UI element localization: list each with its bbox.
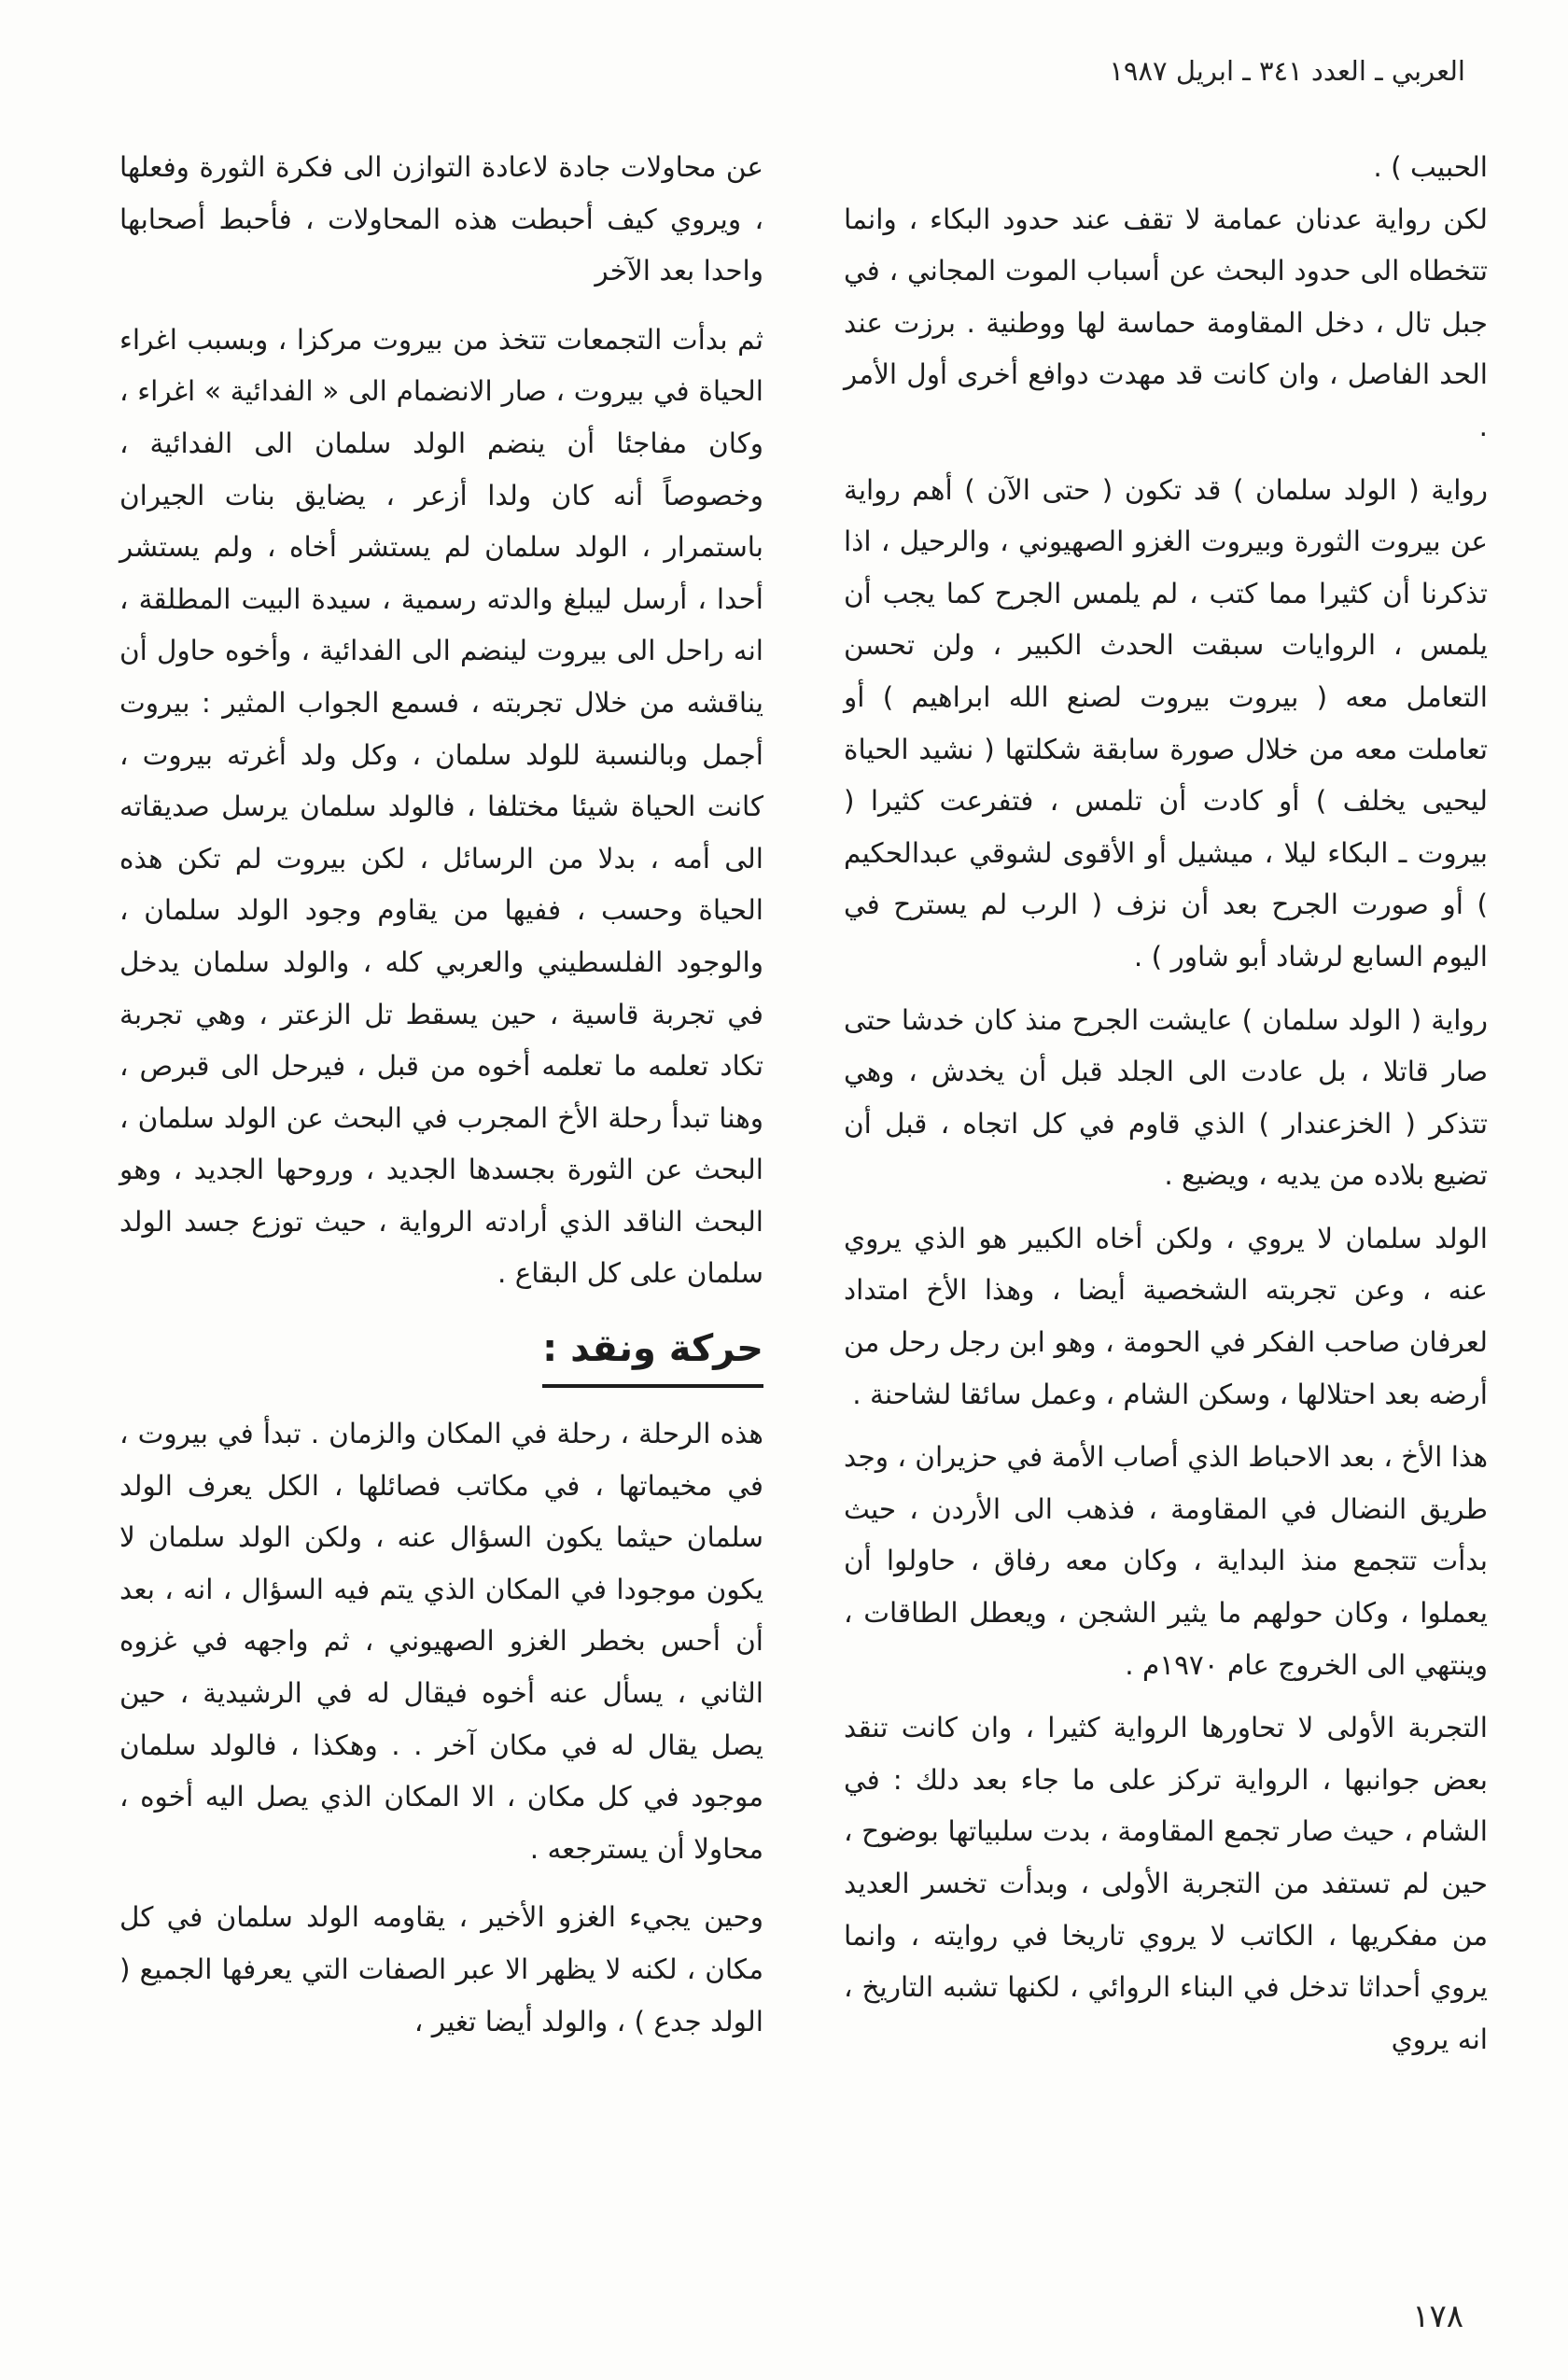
right-paragraph-3: رواية ( الولد سلمان ) عايشت الجرح منذ كان خدشا حتى صار قاتلا ، بل عادت الى الجلد قبل أن يخدش ، وهي تتذكر ( الخزعندار ) الذي قاوم في كل اتجاه ، قبل أن تضيع بلاده من يديه ، ويضيع .	[844, 1003, 1488, 1192]
right-column	[844, 142, 1488, 2077]
right-paragraph-4: الولد سلمان لا يروي ، ولكن أخاه الكبير هو الذي يروي عنه ، وعن تجربته الشخصية أيضا ، وهذا الأخ امتداد لعرفان صاحب الفكر في الحومة ، وهو ابن رجل رحل من أرضه بعد احتلالها ، وسكن الشام ، وعمل سائقا لشاحنة .	[844, 1222, 1488, 1410]
page-number: ١٧٨	[1412, 2298, 1463, 2335]
right-paragraph-5: هذا الأخ ، بعد الاحباط الذي أصاب الأمة في حزيران ، وجد طريق النضال في المقاومة ، فذهب الى الأردن ، حيث بدأت تتجمع منذ البداية ، وكان معه رفاق ، حاولوا أن يعملوا ، وكان حولهم ما يثير الشجن ، ويعطل الطاقات ، وينتهي الى الخروج عام ١٩٧٠م .	[844, 1441, 1488, 1681]
right-paragraph-6: التجربة الأولى لا تحاورها الرواية كثيرا ، وان كانت تنقد بعض جوانبها ، الرواية تركز على ما جاء بعد دلك : في الشام ، حيث صار تجمع المقاومة ، بدت سلبياتها بوضوح ، حين لم تستفد من التجربة الأولى ، وبدأت تخسر العديد من مفكريها ، الكاتب لا يروي تاريخا في روايته ، وانما يروي أحداثا تدخل في البناء الروائي ، لكنها تشبه التاريخ ، انه يروي	[844, 1712, 1488, 2055]
section-heading-wrap	[119, 1317, 763, 1408]
right-paragraph-2: رواية ( الولد سلمان ) قد تكون ( حتى الآن ) أهم رواية عن بيروت الثورة وبيروت الغزو الصهيوني ، والرحيل ، اذا تذكرنا أن كثيرا مما كتب ، لم يلمس الجرح كما يجب أن يلمس ، الروايات سبقت الحدث الكبير ، ولن تحسن التعامل معه ( بيروت بيروت لصنع الله ابراهيم ) أو تعاملت معه من خلال صورة سابقة شكلتها ( نشيد الحياة ليحيى يخلف ) أو كادت أن تلمس ، فتفرعت كثيرا ( بيروت ـ البكاء ليلا ، ميشيل أو الأقوى لشوقي عبدالحكيم ) أو صورت الجرح بعد أن نزف ( الرب لم يسترح في اليوم السابع لرشاد أبو شاور ) .	[844, 473, 1488, 973]
left-column	[119, 142, 763, 2065]
left-paragraph-3: هذه الرحلة ، رحلة في المكان والزمان . تبدأ في بيروت ، في مخيماتها ، في مكاتب فصائلها ، الكل يعرف الولد سلمان حيثما يكون السؤال عنه ، ولكن الولد سلمان لا يكون موجودا في المكان الذي يتم فيه السؤال ، انه ، بعد أن أحس بخطر الغزو الصهيوني ، ثم واجهه في غزوه الثاني ، يسأل عنه أخوه فيقال له في الرشيدية ، حين يصل يقال له في مكان آخر . . وهكذا ، فالولد سلمان موجود في كل مكان ، الا المكان الذي يصل اليه أخوه ، محاولا أن يسترجعه .	[119, 1418, 763, 1865]
running-header: العربي ـ العدد ٣٤١ ـ ابريل ١٩٨٧	[1109, 55, 1465, 87]
right-paragraph-1: الحبيب ) . لكن رواية عدنان عمامة لا تقف عند حدود البكاء ، وانما تتخطاه الى حدود البحث عن أسباب الموت المجاني ، في جبل تال ، دخل المقاومة حماسة لها ووطنية . برزت عند الحد الفاصل ، وان كانت قد مهدت دوافع أخرى أول الأمر .	[844, 151, 1488, 442]
section-heading: حركة ونقد :	[542, 1323, 763, 1388]
left-paragraph-4: وحين يجيء الغزو الأخير ، يقاومه الولد سلمان في كل مكان ، لكنه لا يظهر الا عبر الصفات التي يعرفها الجميع ( الولد جدع ) ، والولد أيضا تغير ،	[119, 1901, 763, 2037]
left-paragraph-2: ثم بدأت التجمعات تتخذ من بيروت مركزا ، وبسبب اغراء الحياة في بيروت ، صار الانضمام الى « الفدائية » اغراء ، وكان مفاجئا أن ينضم الولد سلمان الى الفدائية ، وخصوصاً أنه كان ولدا أزعر ، يضايق بنات الجيران باستمرار ، الولد سلمان لم يستشر أخاه ، ولم يستشر أحدا ، أرسل ليبلغ والدته رسمية ، سيدة البيت المطلقة ، انه راحل الى بيروت لينضم الى الفدائية ، وأخوه حاول أن يناقشه من خلال تجربته ، فسمع الجواب المثير : بيروت أجمل وبالنسبة للولد سلمان ، وكل ولد أغرته بيروت ، كانت الحياة شيئا مختلفا ، فالولد سلمان يرسل صديقاته الى أمه ، بدلا من الرسائل ، لكن بيروت لم تكن هذه الحياة وحسب ، ففيها من يقاوم وجود الولد سلمان ، والوجود الفلسطيني والعربي كله ، والولد سلمان يدخل في تجربة قاسية ، حين يسقط تل الزعتر ، وهي تجربة تكاد تعلمه ما تعلمه أخوه من قبل ، فيرحل الى قبرص ، وهنا تبدأ رحلة الأخ المجرب في البحث عن الولد سلمان ، البحث عن الثورة بجسدها الجديد ، وروحها الجديد ، وهو البحث الناقد الذي أرادته الرواية ، حيث توزع جسد الولد سلمان على كل البقاع .	[119, 323, 763, 1290]
left-paragraph-1: عن محاولات جادة لاعادة التوازن الى فكرة الثورة وفعلها ، ويروي كيف أحبطت هذه المحاولات ، فأحبط أصحابها واحدا بعد الآخر	[119, 151, 763, 287]
